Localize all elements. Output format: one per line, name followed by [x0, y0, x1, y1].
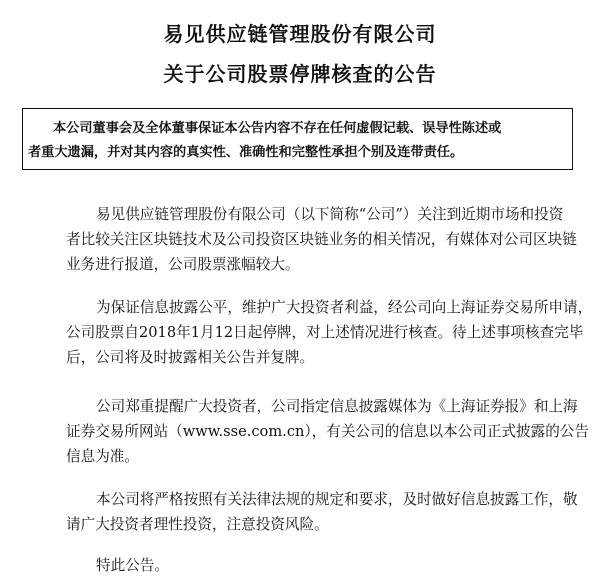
paragraph-line: 特此公告。	[96, 557, 169, 574]
paragraph-line: 公司郑重提醒广大投资者，公司指定信息披露媒体为《上海证券报》和上海	[96, 398, 578, 415]
paragraph-disclosure-media	[66, 394, 589, 469]
announcement-subject-title: 关于公司股票停牌核查的公告	[163, 62, 437, 86]
paragraph-line: 业务进行报道，公司股票涨幅较大。	[66, 256, 300, 273]
paragraph-closing	[66, 553, 586, 578]
paragraph-line: 本公司将严格按照有关法律法规的规定和要求，及时做好信息披露工作，敬	[96, 491, 578, 508]
paragraph-line: 后，公司将及时披露相关公告并复牌。	[66, 349, 315, 366]
paragraph-line: 易见供应链管理股份有限公司（以下简称“公司”）关注到近期市场和投资	[96, 206, 564, 223]
paragraph-risk-warning	[66, 487, 586, 537]
announcement-company-title: 易见供应链管理股份有限公司	[163, 22, 437, 46]
notice-line: 者重大遗漏，并对其内容的真实性、准确性和完整性承担个别及连带责任。	[28, 145, 464, 160]
paragraph-line: 请广大投资者理性投资，注意投资风险。	[66, 516, 329, 533]
paragraph-trading-halt	[66, 295, 593, 370]
paragraph-market-attention	[66, 202, 586, 277]
paragraph-line: 者比较关注区块链技术及公司投资区块链业务的相关情况，有媒体对公司区块链	[66, 231, 577, 248]
paragraph-line: 为保证信息披露公平，维护广大投资者利益，经公司向上海证券交易所申请，	[96, 299, 593, 316]
board-guarantee-notice	[22, 108, 573, 170]
paragraph-line: 信息为准。	[66, 448, 139, 465]
paragraph-line: 证券交易所网站（www.sse.com.cn），有关公司的信息以本公司正式披露的公告	[66, 423, 589, 440]
paragraph-line: 公司股票自2018年1月12日起停牌，对上述情况进行核查。待上述事项核查完毕	[66, 324, 584, 341]
notice-line: 本公司董事会及全体董事保证本公告内容不存在任何虚假记载、误导性陈述或	[53, 121, 502, 136]
